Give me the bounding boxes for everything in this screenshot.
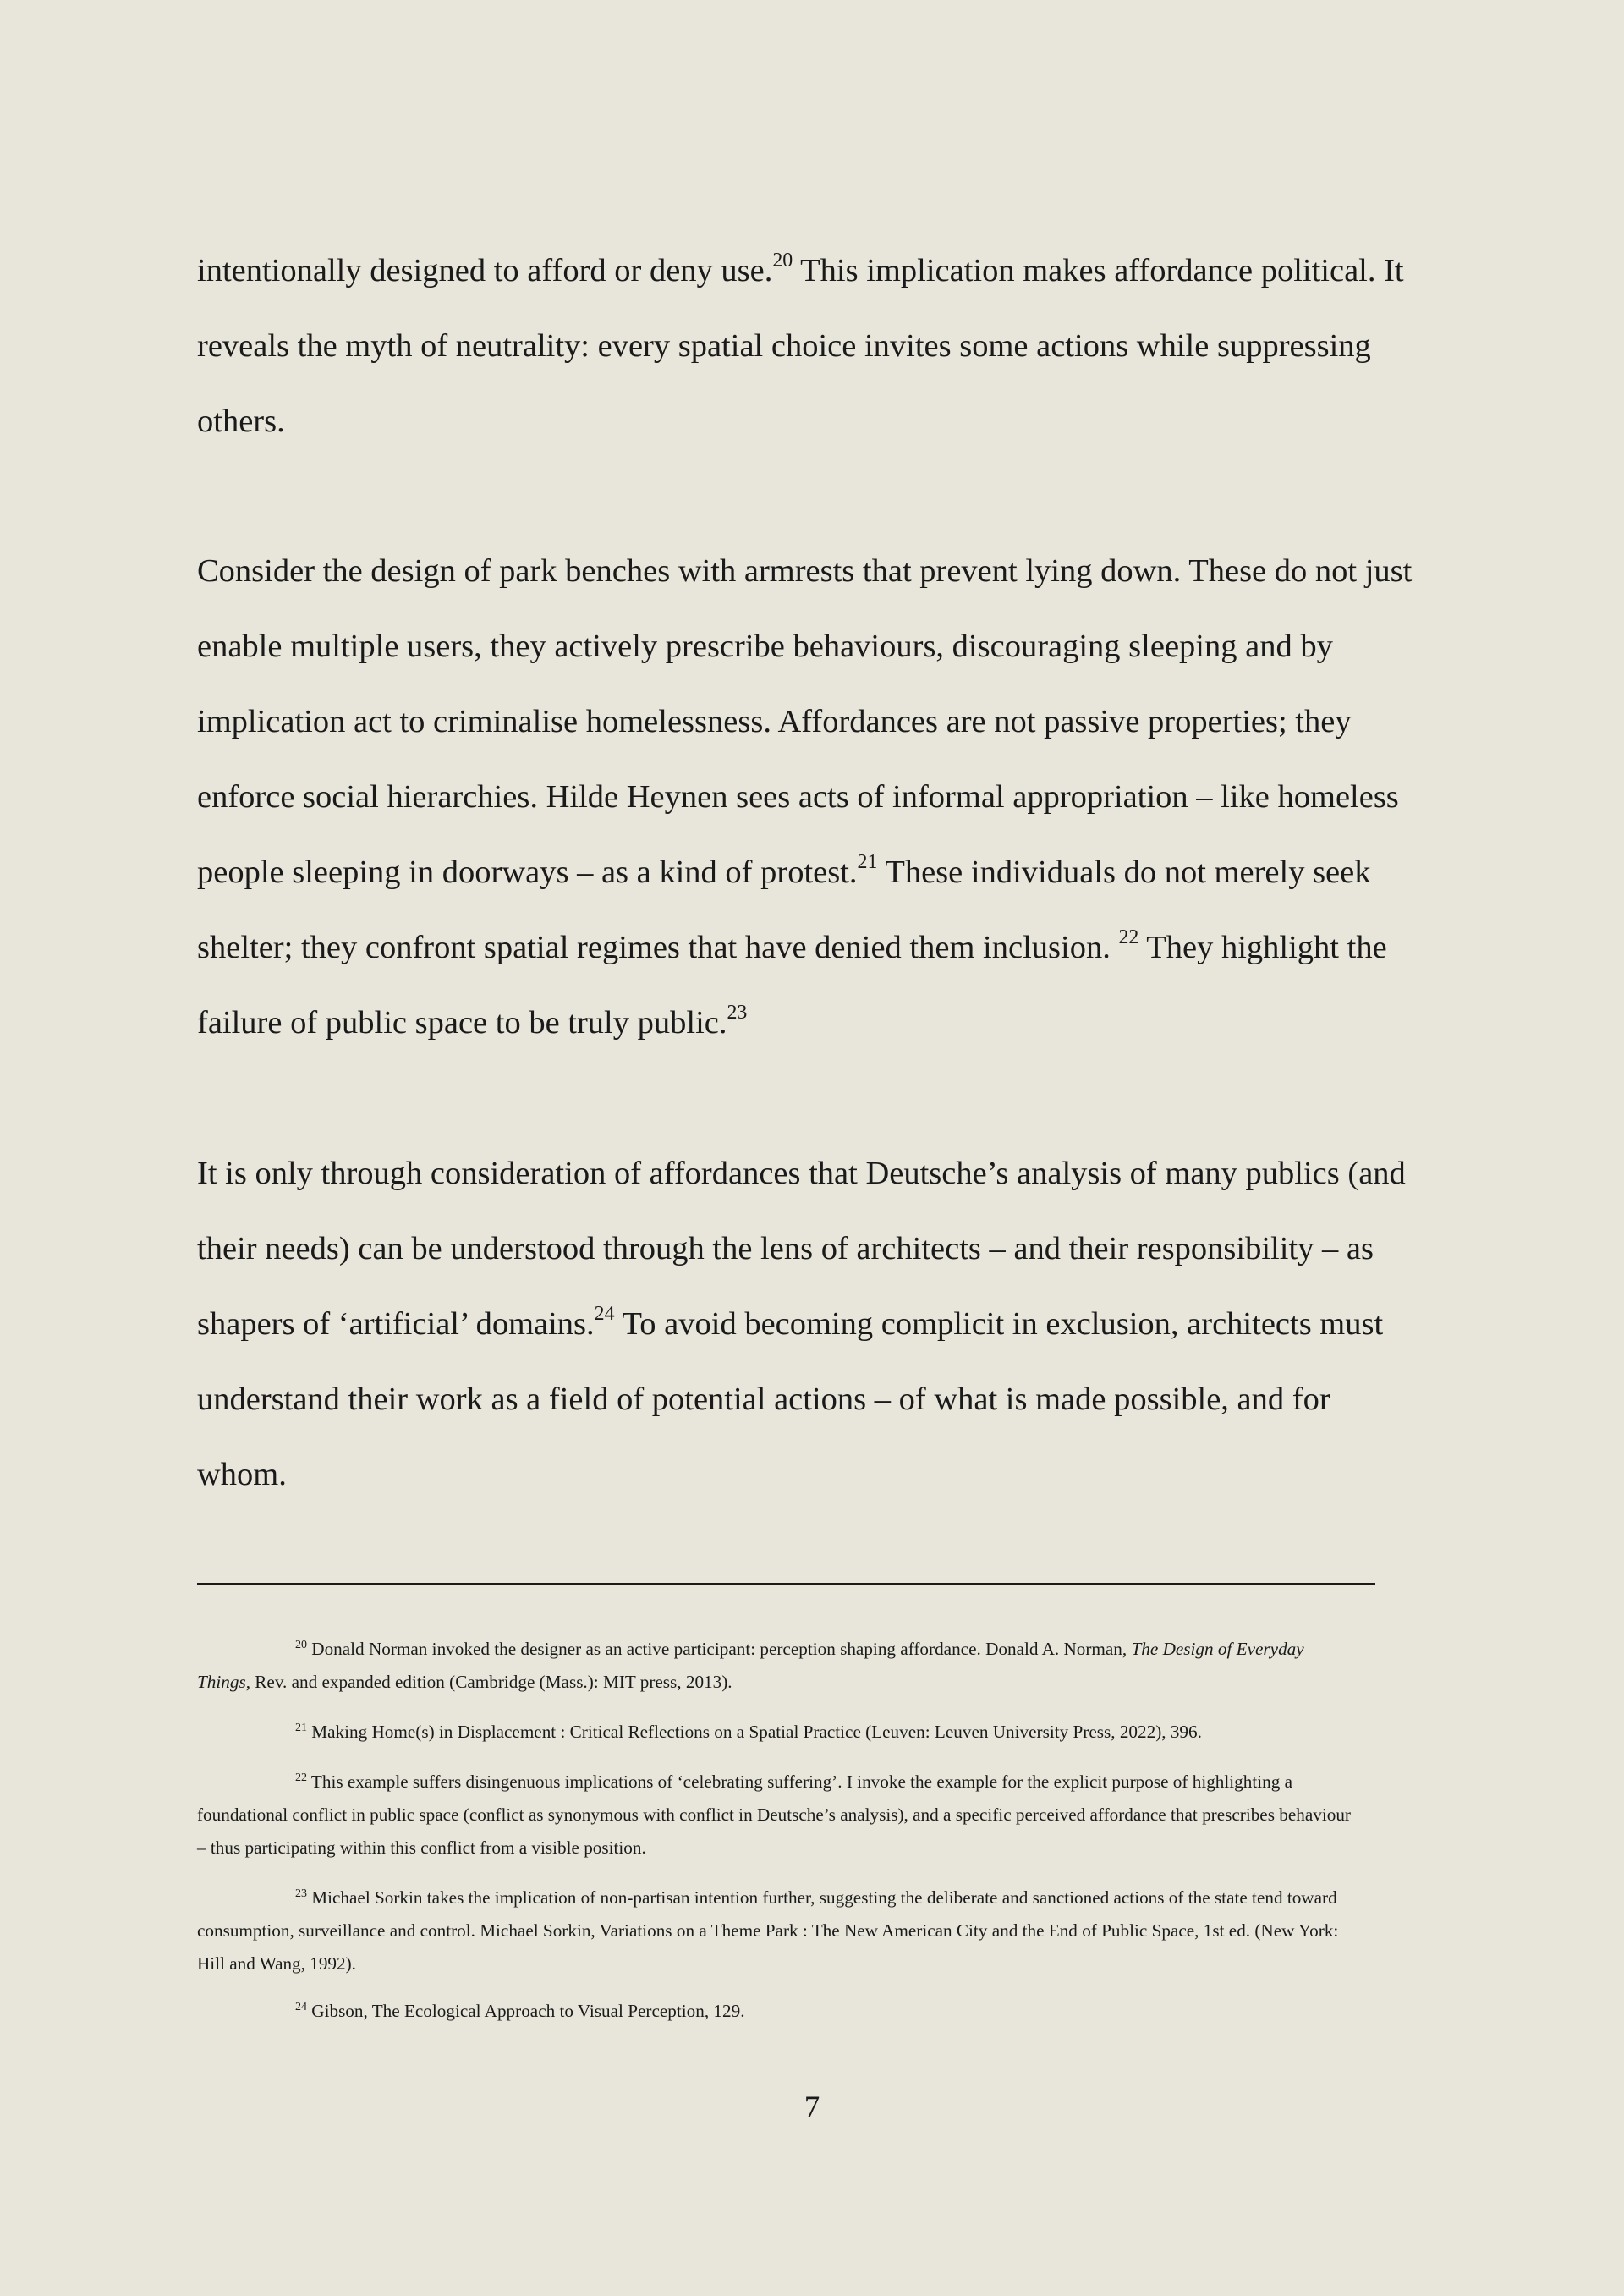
footnote-23-continued: consumption, surveillance and control. Michael Sorkin, Variations on a Theme Park : The New American City and the End of Public Space, 1st ed. (New York: xyxy=(197,1920,1339,1941)
footnote-ref[interactable]: 21 xyxy=(857,850,878,873)
footnote-22: $^{22}$ This example suffers disingenuous implications of ‘celebrating suffering’. I invoke the example for the explicit purpose of highlighting a xyxy=(295,1771,1293,1792)
page-number: 7 xyxy=(804,2090,820,2125)
footnote-ref[interactable]: 22 xyxy=(1118,926,1139,948)
body-line: Consider the design of park benches with armrests that prevent lying down. These do not just xyxy=(197,553,1413,589)
body-line: others. xyxy=(197,404,285,439)
body-line: people sleeping in doorways – as a kind of protest.$^{21}$ These individuals do not merely seek xyxy=(197,850,1371,890)
footnote-23-continued: Hill and Wang, 1992). xyxy=(197,1953,356,1974)
footnote-22-continued: – thus participating within this conflict from a visible position. xyxy=(197,1837,646,1858)
footnote-number: 22 xyxy=(295,1771,307,1784)
body-line: reveals the myth of neutrality: every spatial choice invites some actions while suppressing xyxy=(197,328,1371,364)
footnote-21: $^{21}$ Making Home(s) in Displacement : Critical Reflections on a Spatial Practice (Leuven: Leuven University Press, 2022), 396. xyxy=(295,1721,1202,1742)
body-line: their needs) can be understood through the lens of architects – and their responsibility – as xyxy=(197,1231,1374,1266)
body-line: shapers of ‘artificial’ domains.$^{24}$ To avoid becoming complicit in exclusion, architects must xyxy=(197,1302,1384,1342)
footnote-ref[interactable]: 24 xyxy=(594,1302,615,1325)
footnote-ref[interactable]: 23 xyxy=(727,1001,748,1024)
footnote-23: $^{23}$ Michael Sorkin takes the implication of non-partisan intention further, suggesting the deliberate and sanctioned actions of the state tend toward xyxy=(295,1887,1337,1908)
body-line: It is only through consideration of affordances that Deutsche’s analysis of many publics (and xyxy=(197,1156,1406,1191)
footnote-20-continued: Things, Rev. and expanded edition (Cambridge (Mass.): MIT press, 2013). xyxy=(197,1672,732,1692)
footnote-22-continued: foundational conflict in public space (conflict as synonymous with conflict in Deutsche’s analysis), and a specific perceived affordance that prescribes behaviour xyxy=(197,1804,1351,1825)
body-line: enforce social hierarchies. Hilde Heynen sees acts of informal appropriation – like homeless xyxy=(197,779,1399,815)
body-line: failure of public space to be truly public.$^{23}$ xyxy=(197,1001,748,1041)
body-line: enable multiple users, they actively prescribe behaviours, discouraging sleeping and by xyxy=(197,629,1333,664)
footnote-separator xyxy=(197,1583,1375,1585)
footnote-20: $^{20}$ Donald Norman invoked the designer as an active participant: perception shaping affordance. Donald A. Norman, The Design of Everyday xyxy=(295,1638,1304,1659)
body-line: intentionally designed to afford or deny use.$^{20}$ This implication makes affordance political. It xyxy=(197,249,1404,288)
body-line: understand their work as a field of potential actions – of what is made possible, and for xyxy=(197,1381,1330,1417)
footnote-number: 24 xyxy=(295,2000,307,2013)
footnote-24: $^{24}$ Gibson, The Ecological Approach to Visual Perception, 129. xyxy=(295,2000,745,2021)
body-line: shelter; they confront spatial regimes that have denied them inclusion. $^{22}$ They highlight the xyxy=(197,926,1387,965)
body-line: implication act to criminalise homelessness. Affordances are not passive properties; they xyxy=(197,704,1352,739)
body-line: whom. xyxy=(197,1457,287,1492)
footnote-number: 21 xyxy=(295,1721,307,1734)
footnote-ref[interactable]: 20 xyxy=(772,249,793,272)
footnote-number: 20 xyxy=(295,1638,307,1651)
footnote-number: 23 xyxy=(295,1887,307,1900)
